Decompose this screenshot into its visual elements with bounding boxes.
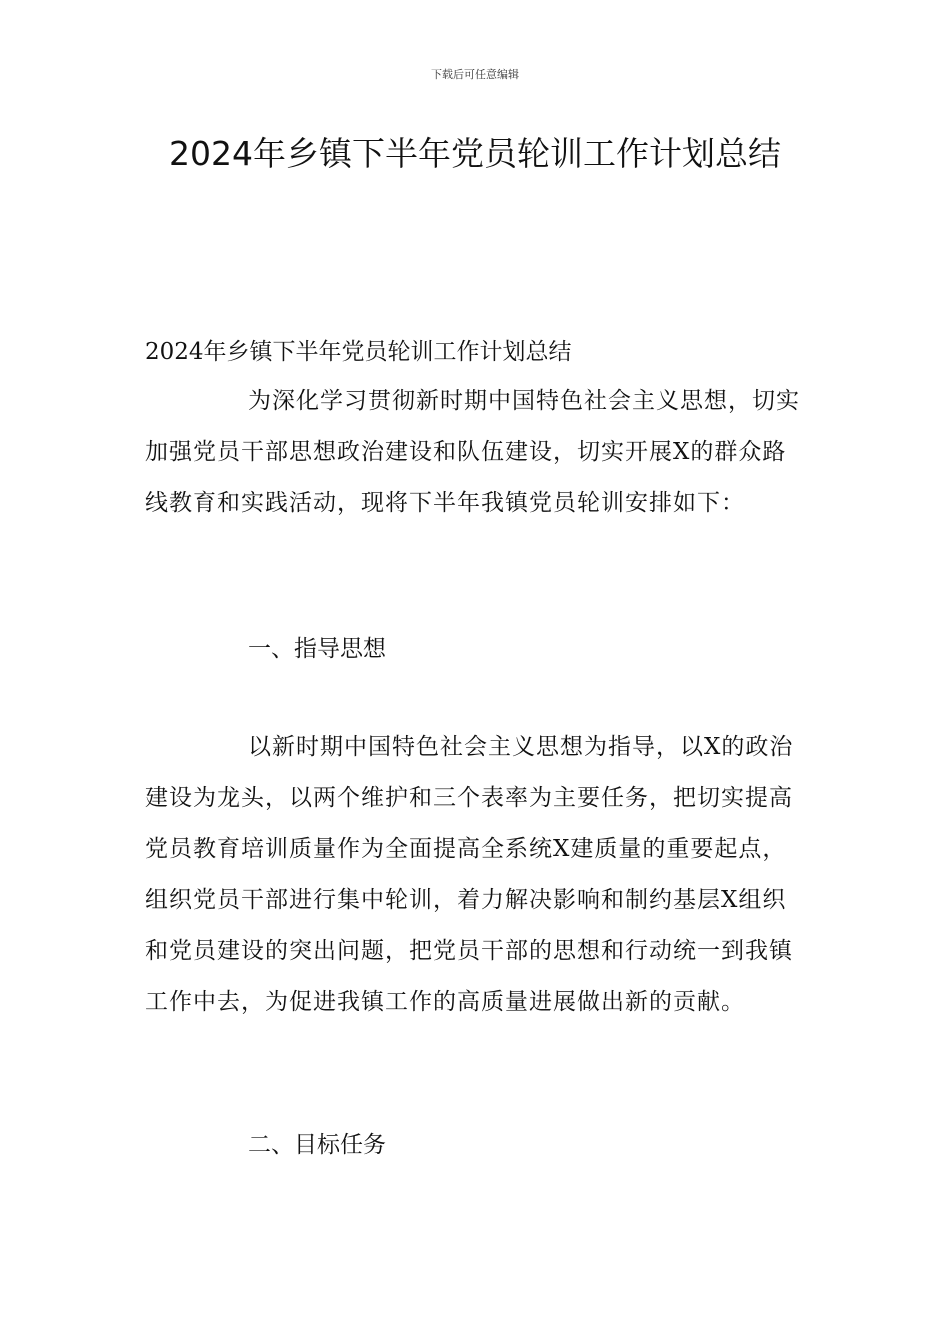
section1-paragraph-text: 以新时期中国特色社会主义思想为指导，以X的政治建设为龙头，以两个维护和三个表率为主要任务，把切实提高党员教育培训质量作为全面提高全系统X建质量的重要起点，组织党员干部进行集中轮训，着力解决影响和制约基层X组织和党员建设的突出问题，把党员干部的思想和行动统一到我镇工作中去，为促进我镇工作的高质量进展做出新的贡献。 [145, 734, 794, 1015]
intro-paragraph-text: 为深化学习贯彻新时期中国特色社会主义思想，切实加强党员干部思想政治建设和队伍建设，切实开展X的群众路线教育和实践活动，现将下半年我镇党员轮训安排如下： [145, 388, 800, 516]
header-note: 下载后可任意编辑 [431, 68, 519, 81]
section1-paragraph [145, 722, 805, 1028]
section-heading-1: 一、指导思想 [248, 636, 386, 662]
section-heading-2: 二、目标任务 [248, 1132, 386, 1158]
document-title: 2024年乡镇下半年党员轮训工作计划总结 [169, 134, 781, 173]
intro-paragraph [145, 376, 805, 529]
document-subtitle: 2024年乡镇下半年党员轮训工作计划总结 [145, 339, 572, 365]
